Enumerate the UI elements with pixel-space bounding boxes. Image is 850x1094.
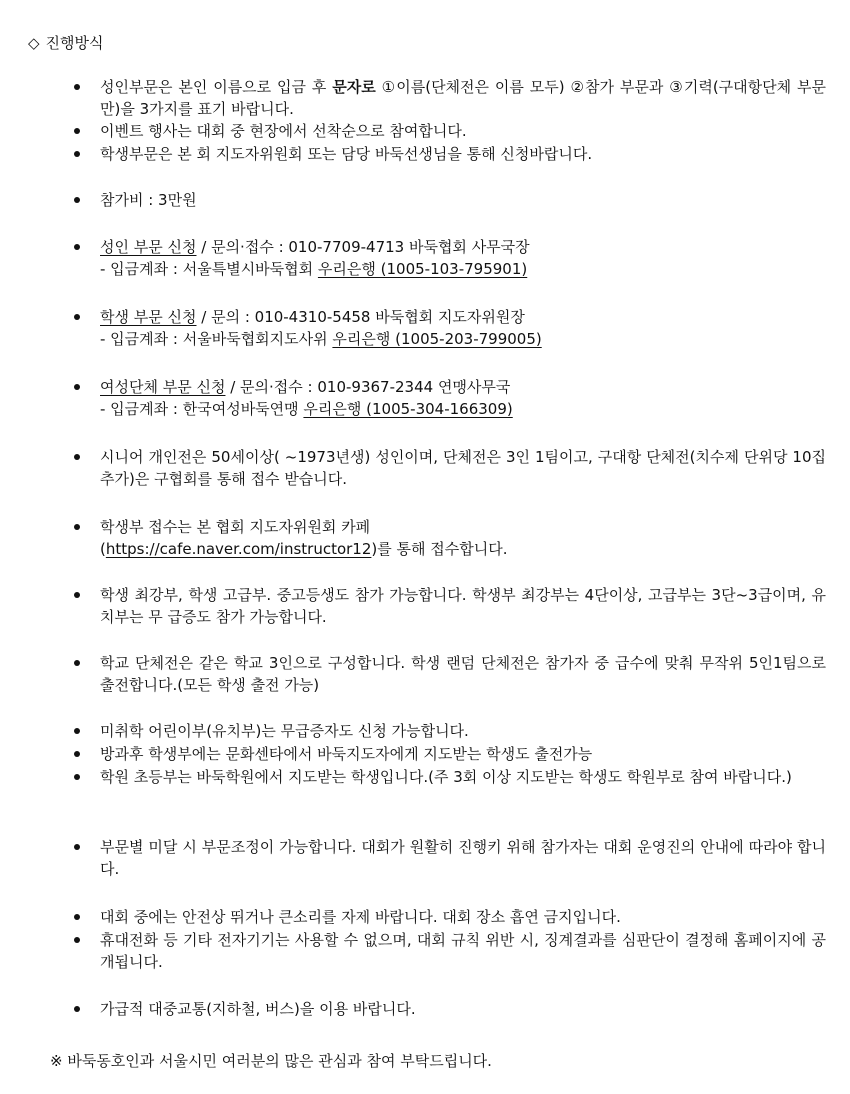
bullet-icon <box>74 751 80 757</box>
list-item <box>74 516 826 560</box>
item-text: 학생 부문 신청 / 문의 : 010-4310-5458 바둑협회 지도자위원장 <box>100 308 525 326</box>
apply-link-student[interactable]: 학생 부문 신청 <box>100 308 197 326</box>
bullet-icon <box>74 914 80 920</box>
bullet-icon <box>74 454 80 460</box>
item-text: 학생 최강부, 학생 고급부. 중고등생도 참가 가능합니다. 학생부 최강부는 4단이상, 고급부는 3단~3급이며, 유치부는 무 급증도 참가 가능합니다. <box>100 586 826 626</box>
cafe-link[interactable]: https://cafe.naver.com/instructor12 <box>105 540 372 558</box>
list-item <box>74 76 826 120</box>
bullet-icon <box>74 151 80 157</box>
item-text-line2: (https://cafe.naver.com/instructor12)를 통해 접수합니다. <box>100 540 508 558</box>
bullet-icon <box>74 592 80 598</box>
list-item <box>74 446 826 490</box>
bullet-icon <box>74 244 80 250</box>
bullet-icon <box>74 197 80 203</box>
bullet-icon <box>74 660 80 666</box>
bullet-icon <box>74 524 80 530</box>
list-item <box>74 766 826 788</box>
item-text: 학교 단체전은 같은 학교 3인으로 구성합니다. 학생 랜덤 단체전은 참가자 중 급수에 맞춰 무작위 5인1팀으로 출전합니다.(모든 학생 출전 가능) <box>100 654 826 694</box>
bank-account-line: - 입금계좌 : 한국여성바둑연맹 우리은행 (1005-304-166309) <box>100 400 513 418</box>
section-title-text: 진행방식 <box>45 34 104 52</box>
item-text: 가급적 대중교통(지하철, 버스)을 이용 바랍니다. <box>100 1000 416 1018</box>
list-item <box>74 306 826 350</box>
list-item <box>74 998 826 1020</box>
bullet-icon <box>74 728 80 734</box>
list-item <box>74 652 826 696</box>
item-text: 학생부 접수는 본 협회 지도자위원회 카페 <box>100 518 371 536</box>
item-text: 성인부문은 본인 이름으로 입금 후 문자로 ①이름(단체전은 이름 모두) ②참가 부문과 ③기력(구대항단체 부문 만)을 3가지를 표기 바랍니다. <box>100 78 826 118</box>
item-text: 성인 부문 신청 / 문의·접수 : 010-7709-4713 바둑협회 사무국장 <box>100 238 530 256</box>
diamond-icon: ◇ <box>28 34 40 52</box>
bullet-icon <box>74 844 80 850</box>
apply-link-adult[interactable]: 성인 부문 신청 <box>100 238 197 256</box>
bullet-icon <box>74 314 80 320</box>
apply-link-women[interactable]: 여성단체 부문 신청 <box>100 378 226 396</box>
item-text: 학생부문은 본 회 지도자위원회 또는 담당 바둑선생님을 통해 신청바랍니다. <box>100 145 593 163</box>
list-item <box>74 120 826 142</box>
item-text: 대회 중에는 안전상 뛰거나 큰소리를 자제 바랍니다. 대회 장소 흡연 금지입니다. <box>100 908 621 926</box>
item-text: 휴대전화 등 기타 전자기기는 사용할 수 없으며, 대회 규칙 위반 시, 징계결과를 심판단이 결정해 홈페이지에 공개됩니다. <box>100 931 826 971</box>
bullet-icon <box>74 937 80 943</box>
list-item <box>74 376 826 420</box>
list-item <box>74 584 826 628</box>
list-item <box>74 906 826 928</box>
bank-account-line: - 입금계좌 : 서울바둑협회지도사위 우리은행 (1005-203-799005) <box>100 330 542 348</box>
bullet-icon <box>74 84 80 90</box>
list-item <box>74 720 826 742</box>
item-text: 부문별 미달 시 부문조정이 가능합니다. 대회가 원활히 진행키 위해 참가자는 대회 운영진의 안내에 따라야 합니다. <box>100 838 826 878</box>
bullet-icon <box>74 384 80 390</box>
item-text: 이벤트 행사는 대회 중 현장에서 선착순으로 참여합니다. <box>100 122 467 140</box>
bullet-icon <box>74 128 80 134</box>
list-item <box>74 143 826 165</box>
item-text: 학원 초등부는 바둑학원에서 지도받는 학생입니다.(주 3회 이상 지도받는 학생도 학원부로 참여 바랍니다.) <box>100 768 792 786</box>
bullet-icon <box>74 1006 80 1012</box>
list-item <box>74 743 826 765</box>
item-text: 미취학 어린이부(유치부)는 무급증자도 신청 가능합니다. <box>100 722 469 740</box>
footer-note: ※ 바둑동호인과 서울시민 여러분의 많은 관심과 참여 부탁드립니다. <box>50 1052 492 1070</box>
item-text: 방과후 학생부에는 문화센타에서 바둑지도자에게 지도받는 학생도 출전가능 <box>100 745 593 763</box>
item-text: 시니어 개인전은 50세이상( ~1973년생) 성인이며, 단체전은 3인 1팀이고, 구대항 단체전(치수제 단위당 10집추가)은 구협회를 통해 접수 받습니다. <box>100 448 826 488</box>
list-item <box>74 236 826 280</box>
bank-account-line: - 입금계좌 : 서울특별시바둑협회 우리은행 (1005-103-795901) <box>100 260 528 278</box>
section-title <box>28 32 104 54</box>
bank-account: 우리은행 (1005-304-166309) <box>303 400 513 418</box>
item-text: 참가비 : 3만원 <box>100 191 197 209</box>
list-item <box>74 189 826 211</box>
bullet-icon <box>74 774 80 780</box>
list-item <box>74 929 826 973</box>
item-text: 여성단체 부문 신청 / 문의·접수 : 010-9367-2344 연맹사무국 <box>100 378 511 396</box>
bank-account: 우리은행 (1005-103-795901) <box>317 260 528 278</box>
list-item <box>74 836 826 880</box>
bank-account: 우리은행 (1005-203-799005) <box>332 330 542 348</box>
